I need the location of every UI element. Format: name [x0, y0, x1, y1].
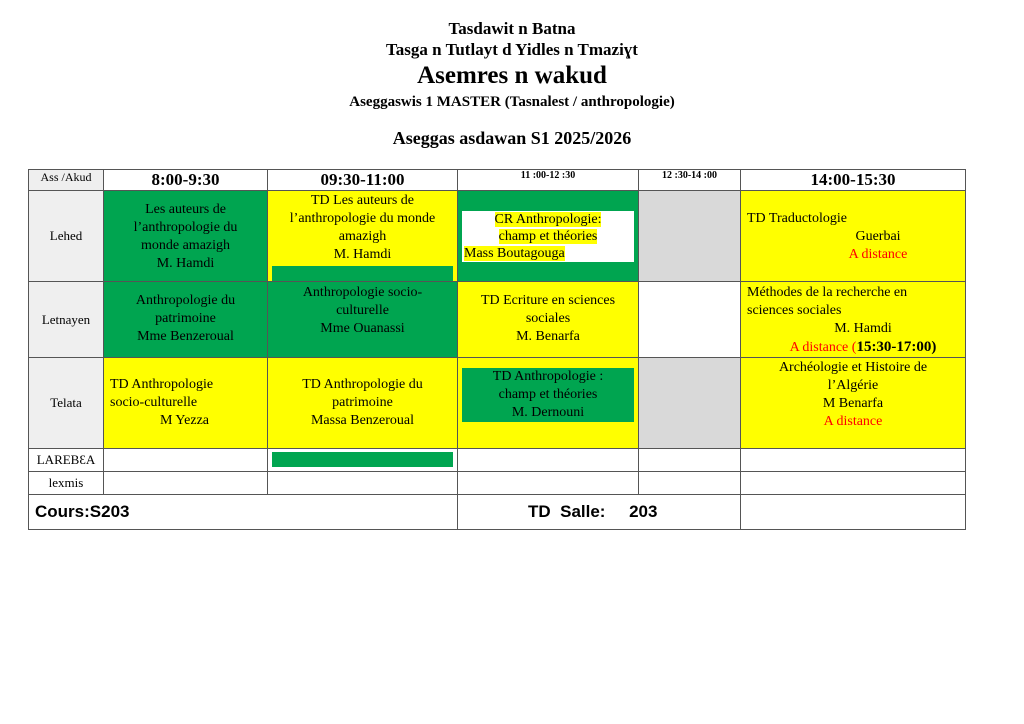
empty-cell: [104, 472, 268, 495]
session-cell: [104, 191, 268, 282]
session-line: Anthropologie socio-: [302, 285, 423, 300]
session-cell: [741, 358, 966, 449]
timetable: [28, 169, 966, 530]
room-row: [29, 495, 966, 530]
session-line: M. Dernouni: [511, 405, 585, 420]
session-line: Mme Benzeroual: [137, 329, 234, 344]
university-name: Tasdawit n Batna: [448, 19, 576, 38]
session-line: socio-culturelle: [110, 395, 198, 410]
session-line: CR Anthropologie:: [494, 212, 602, 227]
session-cell: [268, 358, 458, 449]
session-line: Mass Boutagouga: [464, 246, 565, 261]
session-line: amazigh: [338, 229, 387, 244]
corner-label: Ass /Akud: [29, 170, 104, 191]
session-line: M. Benarfa: [516, 329, 580, 344]
session-line: Archéologie et Histoire de: [778, 360, 928, 375]
session-cell: [741, 282, 966, 358]
session-line: champ et théories: [498, 229, 598, 244]
session-line: Les auteurs de: [145, 202, 226, 217]
session-line: monde amazigh: [140, 238, 231, 253]
empty-cell: [741, 495, 966, 530]
session-line: Massa Benzeroual: [310, 413, 415, 428]
slot-header: 8:00-9:30: [104, 170, 268, 191]
slot-header: 11 :00-12 :30: [458, 170, 639, 191]
session-line: culturelle: [336, 303, 389, 318]
session-cell: [268, 191, 458, 282]
session-line: TD Ecriture en sciences: [480, 293, 616, 308]
page-title: Asemres n wakud: [417, 62, 607, 89]
session-line: TD Les auteurs de: [310, 193, 415, 208]
session-line: l’anthropologie du monde: [289, 211, 436, 226]
program-name: Aseggaswis 1 MASTER (Tasnalest / anthropologie): [349, 94, 675, 110]
row-letnayen: [29, 282, 966, 358]
td-room: TD Salle: 203: [458, 495, 741, 530]
session-line: TD Anthropologie du: [302, 377, 423, 392]
break-cell: [639, 282, 741, 358]
session-line: champ et théories: [498, 387, 598, 402]
session-line: l’Algérie: [827, 378, 879, 393]
academic-year: Aseggas asdawan S1 2025/2026: [392, 128, 632, 148]
row-lehed: [29, 191, 966, 282]
session-line: TD Anthropologie: [110, 377, 214, 392]
empty-cell: [741, 472, 966, 495]
session-line: patrimoine: [155, 311, 216, 326]
empty-cell: [639, 472, 741, 495]
session-line: A distance: [848, 247, 908, 262]
empty-cell: [458, 472, 639, 495]
row-lexmis: [29, 472, 966, 495]
session-line: M. Hamdi: [333, 247, 392, 262]
day-label: LAREBƐA: [29, 449, 104, 472]
session-cell: [458, 282, 639, 358]
session-line: Méthodes de la recherche en: [747, 285, 908, 300]
slot-header: 14:00-15:30: [741, 170, 966, 191]
session-line: M Benarfa: [822, 396, 884, 411]
session-line: Mme Ouanassi: [320, 321, 405, 336]
session-cell: [741, 191, 966, 282]
session-line: M. Hamdi: [834, 321, 892, 336]
session-line: M. Hamdi: [156, 256, 215, 271]
green-marker: [272, 266, 453, 281]
session-line: TD Anthropologie :: [492, 369, 604, 384]
session-line: sociales: [525, 311, 571, 326]
row-telata: [29, 358, 966, 449]
session-line: A distance (15:30-17:00): [789, 339, 937, 355]
session-line: Guerbai: [855, 229, 901, 244]
day-label: Lehed: [29, 191, 104, 282]
slot-header: 12 :30-14 :00: [639, 170, 741, 191]
session-cell: [458, 358, 639, 449]
session-cell: [268, 282, 458, 358]
empty-cell: [104, 449, 268, 472]
empty-cell: [268, 472, 458, 495]
green-marker: [272, 452, 453, 467]
session-line: A distance: [823, 414, 883, 429]
day-label: Telata: [29, 358, 104, 449]
session-line: sciences sociales: [747, 303, 842, 318]
session-cell: [458, 191, 639, 282]
session-cell: [104, 358, 268, 449]
session-line: l’anthropologie du: [133, 220, 238, 235]
timetable-header-row: [29, 170, 966, 191]
session-line: Anthropologie du: [135, 293, 236, 308]
slot-header: 09:30-11:00: [268, 170, 458, 191]
session-line: TD Traductologie: [747, 211, 847, 226]
session-cell: [268, 449, 458, 472]
session-line: patrimoine: [332, 395, 393, 410]
lecture-room: Cours:S203: [29, 495, 458, 530]
empty-cell: [639, 449, 741, 472]
day-label: lexmis: [29, 472, 104, 495]
session-cell: [104, 282, 268, 358]
empty-cell: [458, 449, 639, 472]
empty-cell: [741, 449, 966, 472]
session-line: M Yezza: [160, 413, 209, 428]
department-name: Tasga n Tutlayt d Yidles n Tmaziɣt: [386, 40, 638, 59]
row-larebea: [29, 449, 966, 472]
break-cell: [639, 358, 741, 449]
day-label: Letnayen: [29, 282, 104, 358]
break-cell: [639, 191, 741, 282]
